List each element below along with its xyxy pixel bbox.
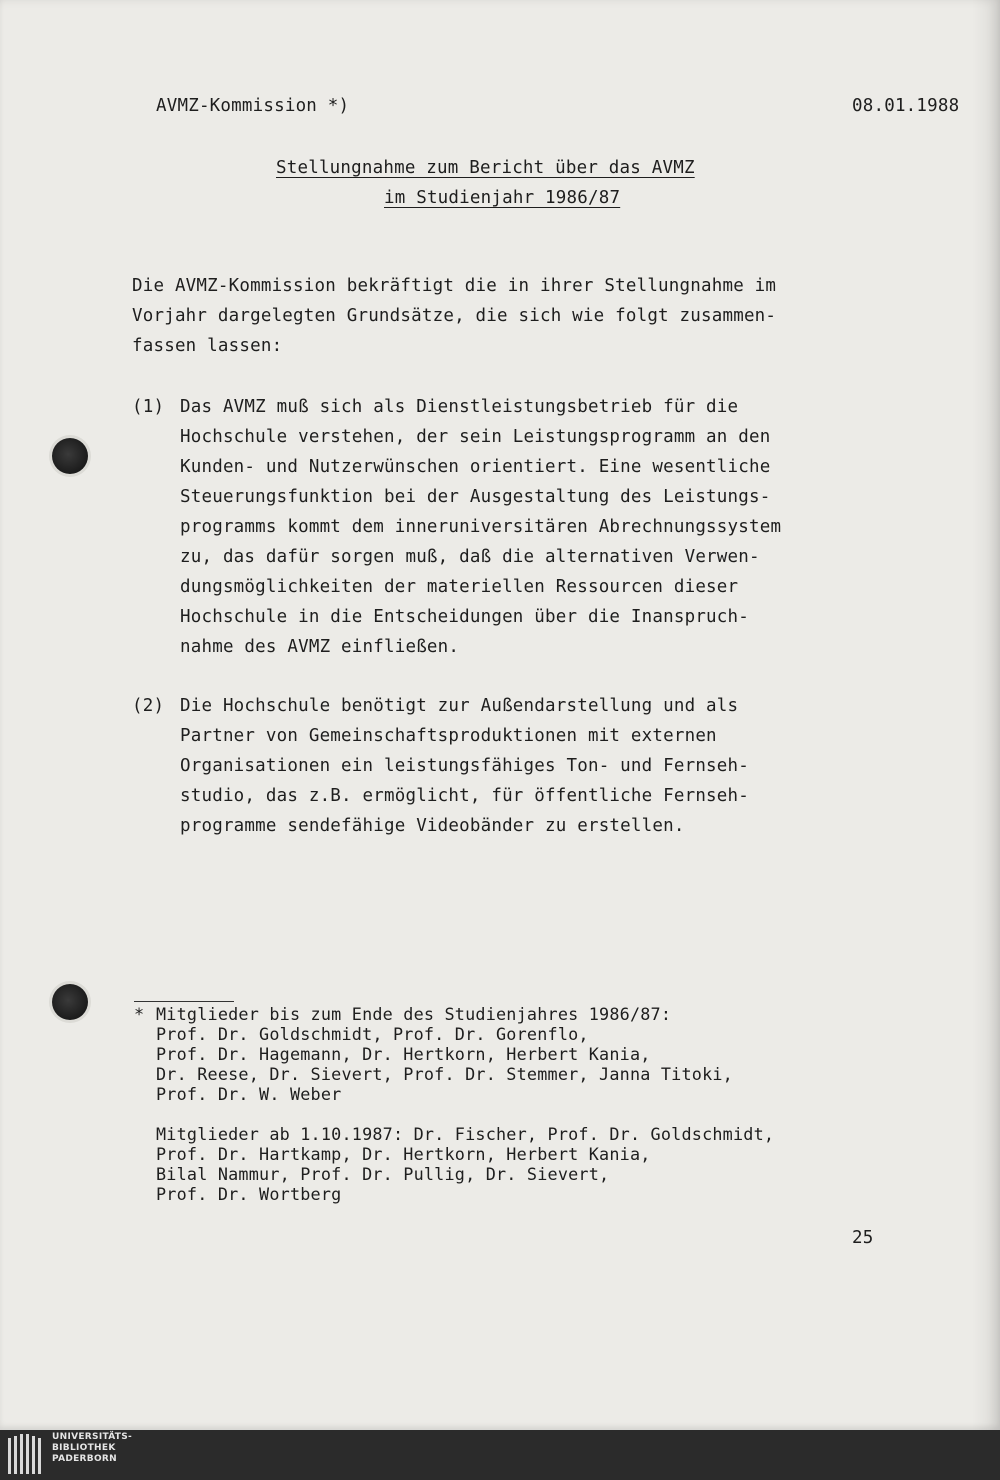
title-line-1: Stellungnahme zum Bericht über das AVMZ [276,158,695,178]
point-1-line: nahme des AVMZ einfließen. [180,637,460,657]
title-line-2: im Studienjahr 1986/87 [384,188,621,208]
point-2-line: programme sendefähige Videobänder zu erstellen. [180,816,685,836]
footnote-line: Mitglieder bis zum Ende des Studienjahres 1986/87: [156,1004,672,1024]
intro-line: Die AVMZ-Kommission bekräftigt die in ihrer Stellungnahme im [132,276,777,296]
point-1-line: programms kommt dem inneruniversitären Abrechnungssystem [180,517,782,537]
point-1-line: Steuerungsfunktion bei der Ausgestaltung des Leistungs- [180,487,771,507]
point-1-number: (1) [132,397,165,417]
library-name-line: UNIVERSITÄTS- [52,1432,133,1442]
footnote-rule [134,1001,234,1002]
point-1-line: dungsmöglichkeiten der materiellen Ressourcen dieser [180,577,739,597]
point-1-line: Hochschule in die Entscheidungen über die Inanspruch- [180,607,750,627]
library-name-line: BIBLIOTHEK [52,1443,116,1453]
footnote-marker: * [134,1004,145,1024]
footnote-line: Prof. Dr. Hagemann, Dr. Hertkorn, Herbert Kania, [156,1044,651,1064]
point-1-line: Das AVMZ muß sich als Dienstleistungsbetrieb für die [180,397,739,417]
point-2-line: studio, das z.B. ermöglicht, für öffentliche Fernseh- [180,786,750,806]
library-name-line: PADERBORN [52,1454,117,1464]
library-name [52,1432,172,1465]
point-2-number: (2) [132,696,165,716]
point-2-line: Organisationen ein leistungsfähiges Ton- und Fernseh- [180,756,750,776]
point-1-line: Kunden- und Nutzerwünschen orientiert. Eine wesentliche [180,457,771,477]
footnote-line: Prof. Dr. W. Weber [156,1084,342,1104]
point-1-line: Hochschule verstehen, der sein Leistungsprogramm an den [180,427,771,447]
footnote-line: Dr. Reese, Dr. Sievert, Prof. Dr. Stemmer, Janna Titoki, [156,1064,733,1084]
footnote-line: Prof. Dr. Hartkamp, Dr. Hertkorn, Herbert Kania, [156,1144,651,1164]
point-2-line: Die Hochschule benötigt zur Außendarstellung und als [180,696,739,716]
punch-hole [52,438,88,474]
punch-hole [52,984,88,1020]
intro-line: Vorjahr dargelegten Grundsätze, die sich wie folgt zusammen- [132,306,777,326]
footnote-line: Prof. Dr. Goldschmidt, Prof. Dr. Gorenflo, [156,1024,589,1044]
header-commission: AVMZ-Kommission *) [156,96,350,116]
footnote-line: Bilal Nammur, Prof. Dr. Pullig, Dr. Sievert, [156,1164,610,1184]
intro-line: fassen lassen: [132,336,283,356]
point-1-line: zu, das dafür sorgen muß, daß die alternativen Verwen- [180,547,760,567]
footnote-line: Prof. Dr. Wortberg [156,1184,342,1204]
header-date: 08.01.1988 [852,96,960,116]
library-logo-icon [6,1432,46,1478]
point-2-line: Partner von Gemeinschaftsproduktionen mit externen [180,726,717,746]
page-number: 25 [852,1228,874,1248]
footnote-line: Mitglieder ab 1.10.1987: Dr. Fischer, Prof. Dr. Goldschmidt, [156,1124,775,1144]
